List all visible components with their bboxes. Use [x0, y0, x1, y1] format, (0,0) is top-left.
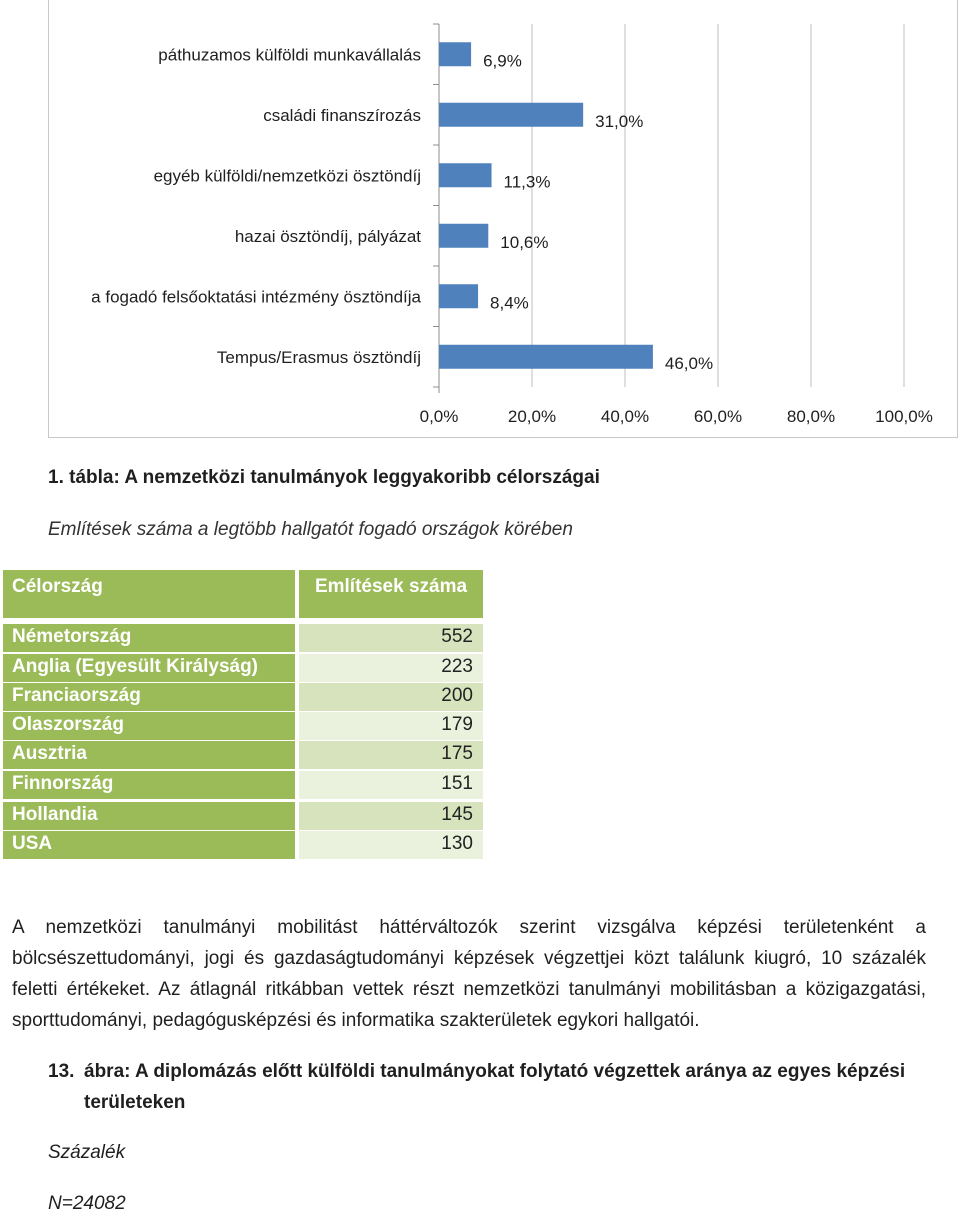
table-subtitle: Említések száma a legtöbb hallgatót fogadó országok körében — [48, 519, 573, 540]
data-label: 10,6% — [500, 232, 549, 252]
figure-n: N=24082 — [48, 1193, 126, 1214]
category-label: páthuzamos külföldi munkavállalás — [158, 45, 421, 65]
count-cell: 151 — [299, 771, 483, 799]
data-label: 46,0% — [664, 353, 714, 373]
category-label: hazai ösztöndíj, pályázat — [234, 226, 421, 246]
country-cell: Olaszország — [3, 712, 295, 740]
data-label: 31,0% — [595, 111, 644, 131]
x-tick-label: 40,0% — [600, 407, 650, 426]
category-label: a fogadó felsőoktatási intézmény ösztöndíja — [91, 287, 421, 307]
country-cell: Németország — [3, 624, 295, 652]
figure-caption-line2: területeken — [84, 1092, 186, 1113]
category-label: Tempus/Erasmus ösztöndíj — [216, 347, 421, 367]
country-cell: Franciaország — [3, 683, 295, 711]
table-row — [3, 831, 483, 859]
figure-unit: Százalék — [48, 1142, 126, 1163]
bar-chart — [48, 0, 958, 438]
category-label: családi finanszírozás — [263, 105, 421, 125]
table-row — [3, 802, 483, 830]
bar — [439, 42, 471, 66]
x-tick-label: 20,0% — [507, 407, 557, 426]
table-header-count: Említések száma — [299, 570, 483, 618]
count-cell: 175 — [299, 741, 483, 769]
count-cell: 200 — [299, 683, 483, 711]
table-row — [3, 771, 483, 799]
count-cell: 179 — [299, 712, 483, 740]
table-row — [3, 624, 483, 652]
body-paragraph: A nemzetközi tanulmányi mobilitást háttérváltozók szerint vizsgálva képzési területenként a bölcsészettudományi, jogi és gazdaságtudományi képzések végzettjei közt találunk kiugró, 10 százalék feletti értékeket. Az átlagnál ritkábban vettek részt nemzetközi tanulmányi mobilitásban a közigazgatási, sporttudományi, pedagógusképzési és informatika szakterületek egykori hallgatói. — [12, 917, 926, 1031]
x-tick-label: 80,0% — [786, 407, 836, 426]
category-label: egyéb külföldi/nemzetközi ösztöndíj — [153, 166, 421, 186]
table-row — [3, 654, 483, 682]
count-cell: 552 — [299, 624, 483, 652]
bar-chart-svg — [49, 0, 959, 438]
x-tick-label: 100,0% — [875, 407, 933, 426]
country-cell: Ausztria — [3, 741, 295, 769]
country-cell: Anglia (Egyesült Királyság) — [3, 654, 295, 682]
x-tick-label: 0,0% — [419, 407, 459, 426]
table-header-country: Célország — [3, 570, 295, 618]
bar — [439, 224, 488, 248]
data-label: 8,4% — [490, 293, 529, 313]
bar — [439, 103, 583, 127]
country-cell: Finnország — [3, 771, 295, 799]
figure-number: 13. — [48, 1061, 75, 1082]
count-cell: 130 — [299, 831, 483, 859]
country-table — [3, 570, 483, 854]
table-caption: 1. tábla: A nemzetközi tanulmányok leggyakoribb célországai — [48, 467, 600, 488]
bar — [439, 163, 492, 187]
table-header-row — [3, 570, 483, 620]
table-row — [3, 712, 483, 740]
data-label: 6,9% — [483, 51, 522, 71]
x-tick-label: 60,0% — [693, 407, 743, 426]
country-cell: Hollandia — [3, 802, 295, 830]
table-row — [3, 683, 483, 711]
count-cell: 145 — [299, 802, 483, 830]
count-cell: 223 — [299, 654, 483, 682]
table-row — [3, 741, 483, 769]
country-cell: USA — [3, 831, 295, 859]
bar — [439, 345, 653, 369]
figure-caption-line1: ábra: A diplomázás előtt külföldi tanulmányokat folytató végzettek aránya az egyes képzési — [84, 1061, 906, 1082]
data-label: 11,3% — [503, 172, 551, 192]
bar — [439, 284, 478, 308]
